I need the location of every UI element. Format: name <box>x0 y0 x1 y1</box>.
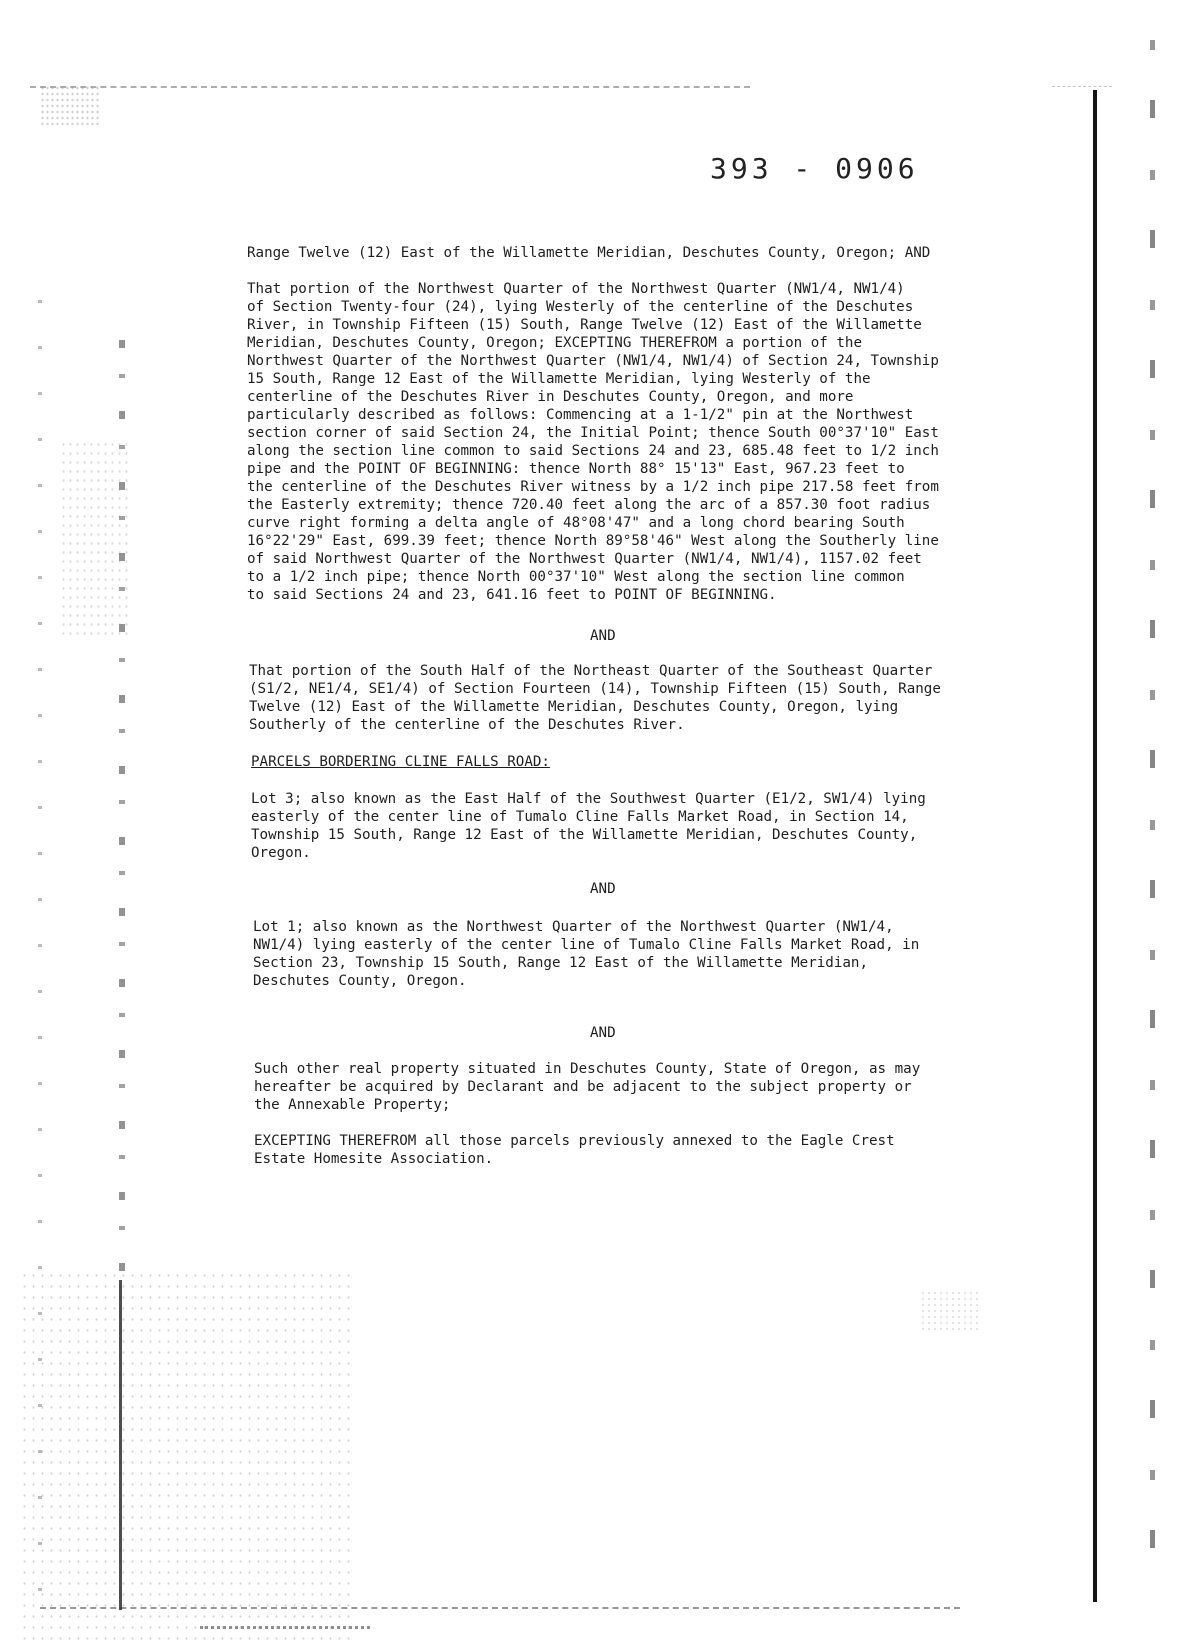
paragraph-other-property: Such other real property situated in Deschutes County, State of Oregon, as may hereafter be acquired by Declarant and be adjacent to the subject property or the Annexable Property; <box>254 1061 921 1113</box>
scan-speckle-top-left <box>40 85 100 125</box>
paragraph-northwest-quarter: That portion of the Northwest Quarter of the Northwest Quarter (NW1/4, NW1/4) of Section Twenty-four (24), lying Westerly of the centerline of the Deschutes River, in Township Fifteen (15) South, Range Twelve (12) East of the Willamette Meridian, Deschutes County, Oregon; EXCEPTING THEREFROM a portion of the Northwest Quarter of the Northwest Quarter (NW1/4, NW1/4) of Section 24, Township 15 South, Range 12 East of the Willamette Meridian, lying Westerly of the centerline of the Deschutes River in Deschutes County, Oregon, and more particularly described as follows: Commencing at a 1-1/2" pin at the Northwest section corner of said Section 24, the Initial Point; thence South 00°37'10" East along the section line common to said Sections 24 and 23, 685.48 feet to 1/2 inch pipe and the POINT OF BEGINNING: thence North 88° 15'13" East, 967.23 feet to the centerline of the Deschutes River witness by a 1/2 inch pipe 217.58 feet from the Easterly extremity; thence 720.40 feet along the arc of a 857.30 foot radius curve right forming a delta angle of 48°08'47" and a long chord bearing South 16°22'29" East, 699.39 feet; thence North 89°58'46" West along the Southerly line of said Northwest Quarter of the Northwest Quarter (NW1/4, NW1/4), 1157.02 feet to a 1/2 inch pipe; thence North 00°37'10" West along the section line common to said Sections 24 and 23, 641.16 feet to POINT OF BEGINNING. <box>247 281 939 603</box>
section-heading: PARCELS BORDERING CLINE FALLS ROAD: <box>251 754 550 770</box>
scan-speckle-right <box>920 1290 980 1330</box>
and-separator: AND <box>590 1025 616 1041</box>
and-separator: AND <box>590 881 616 897</box>
paragraph-lot-3: Lot 3; also known as the East Half of the Southwest Quarter (E1/2, SW1/4) lying easterly of the center line of Tumalo Cline Falls Market Road, in Section 14, Township 15 South, Range 12 East of the Willamette Meridian, Deschutes County, Oregon. <box>251 791 926 861</box>
binding-edge-line <box>1093 90 1097 1602</box>
and-separator: AND <box>590 628 616 644</box>
paragraph-south-half: That portion of the South Half of the Northeast Quarter of the Southeast Quarter (S1/2, NE1/4, SE1/4) of Section Fourteen (14), Township Fifteen (15) South, Range Twelve (12) East of the Willamette Meridian, Deschutes County, Oregon, lying Southerly of the centerline of the Deschutes River. <box>249 663 941 733</box>
scan-speckle-left <box>60 440 130 640</box>
page-number: 393 - 0906 <box>710 152 919 185</box>
scan-artifact-top-right <box>1052 86 1112 87</box>
paragraph-lot-1: Lot 1; also known as the Northwest Quarter of the Northwest Quarter (NW1/4, NW1/4) lying easterly of the center line of Tumalo Cline Falls Market Road, in Section 23, Township 15 South, Range 12 East of the Willamette Meridian, Deschutes County, Oregon. <box>253 919 920 989</box>
right-margin-marks <box>1150 40 1155 1600</box>
scan-artifact-top <box>30 86 750 88</box>
paragraph-excepting: EXCEPTING THEREFROM all those parcels previously annexed to the Eagle Crest Estate Homesite Association. <box>254 1133 895 1167</box>
scan-speckle-bottom-left <box>20 1270 350 1640</box>
paragraph-range-twelve: Range Twelve (12) East of the Willamette Meridian, Deschutes County, Oregon; AND <box>247 245 931 261</box>
